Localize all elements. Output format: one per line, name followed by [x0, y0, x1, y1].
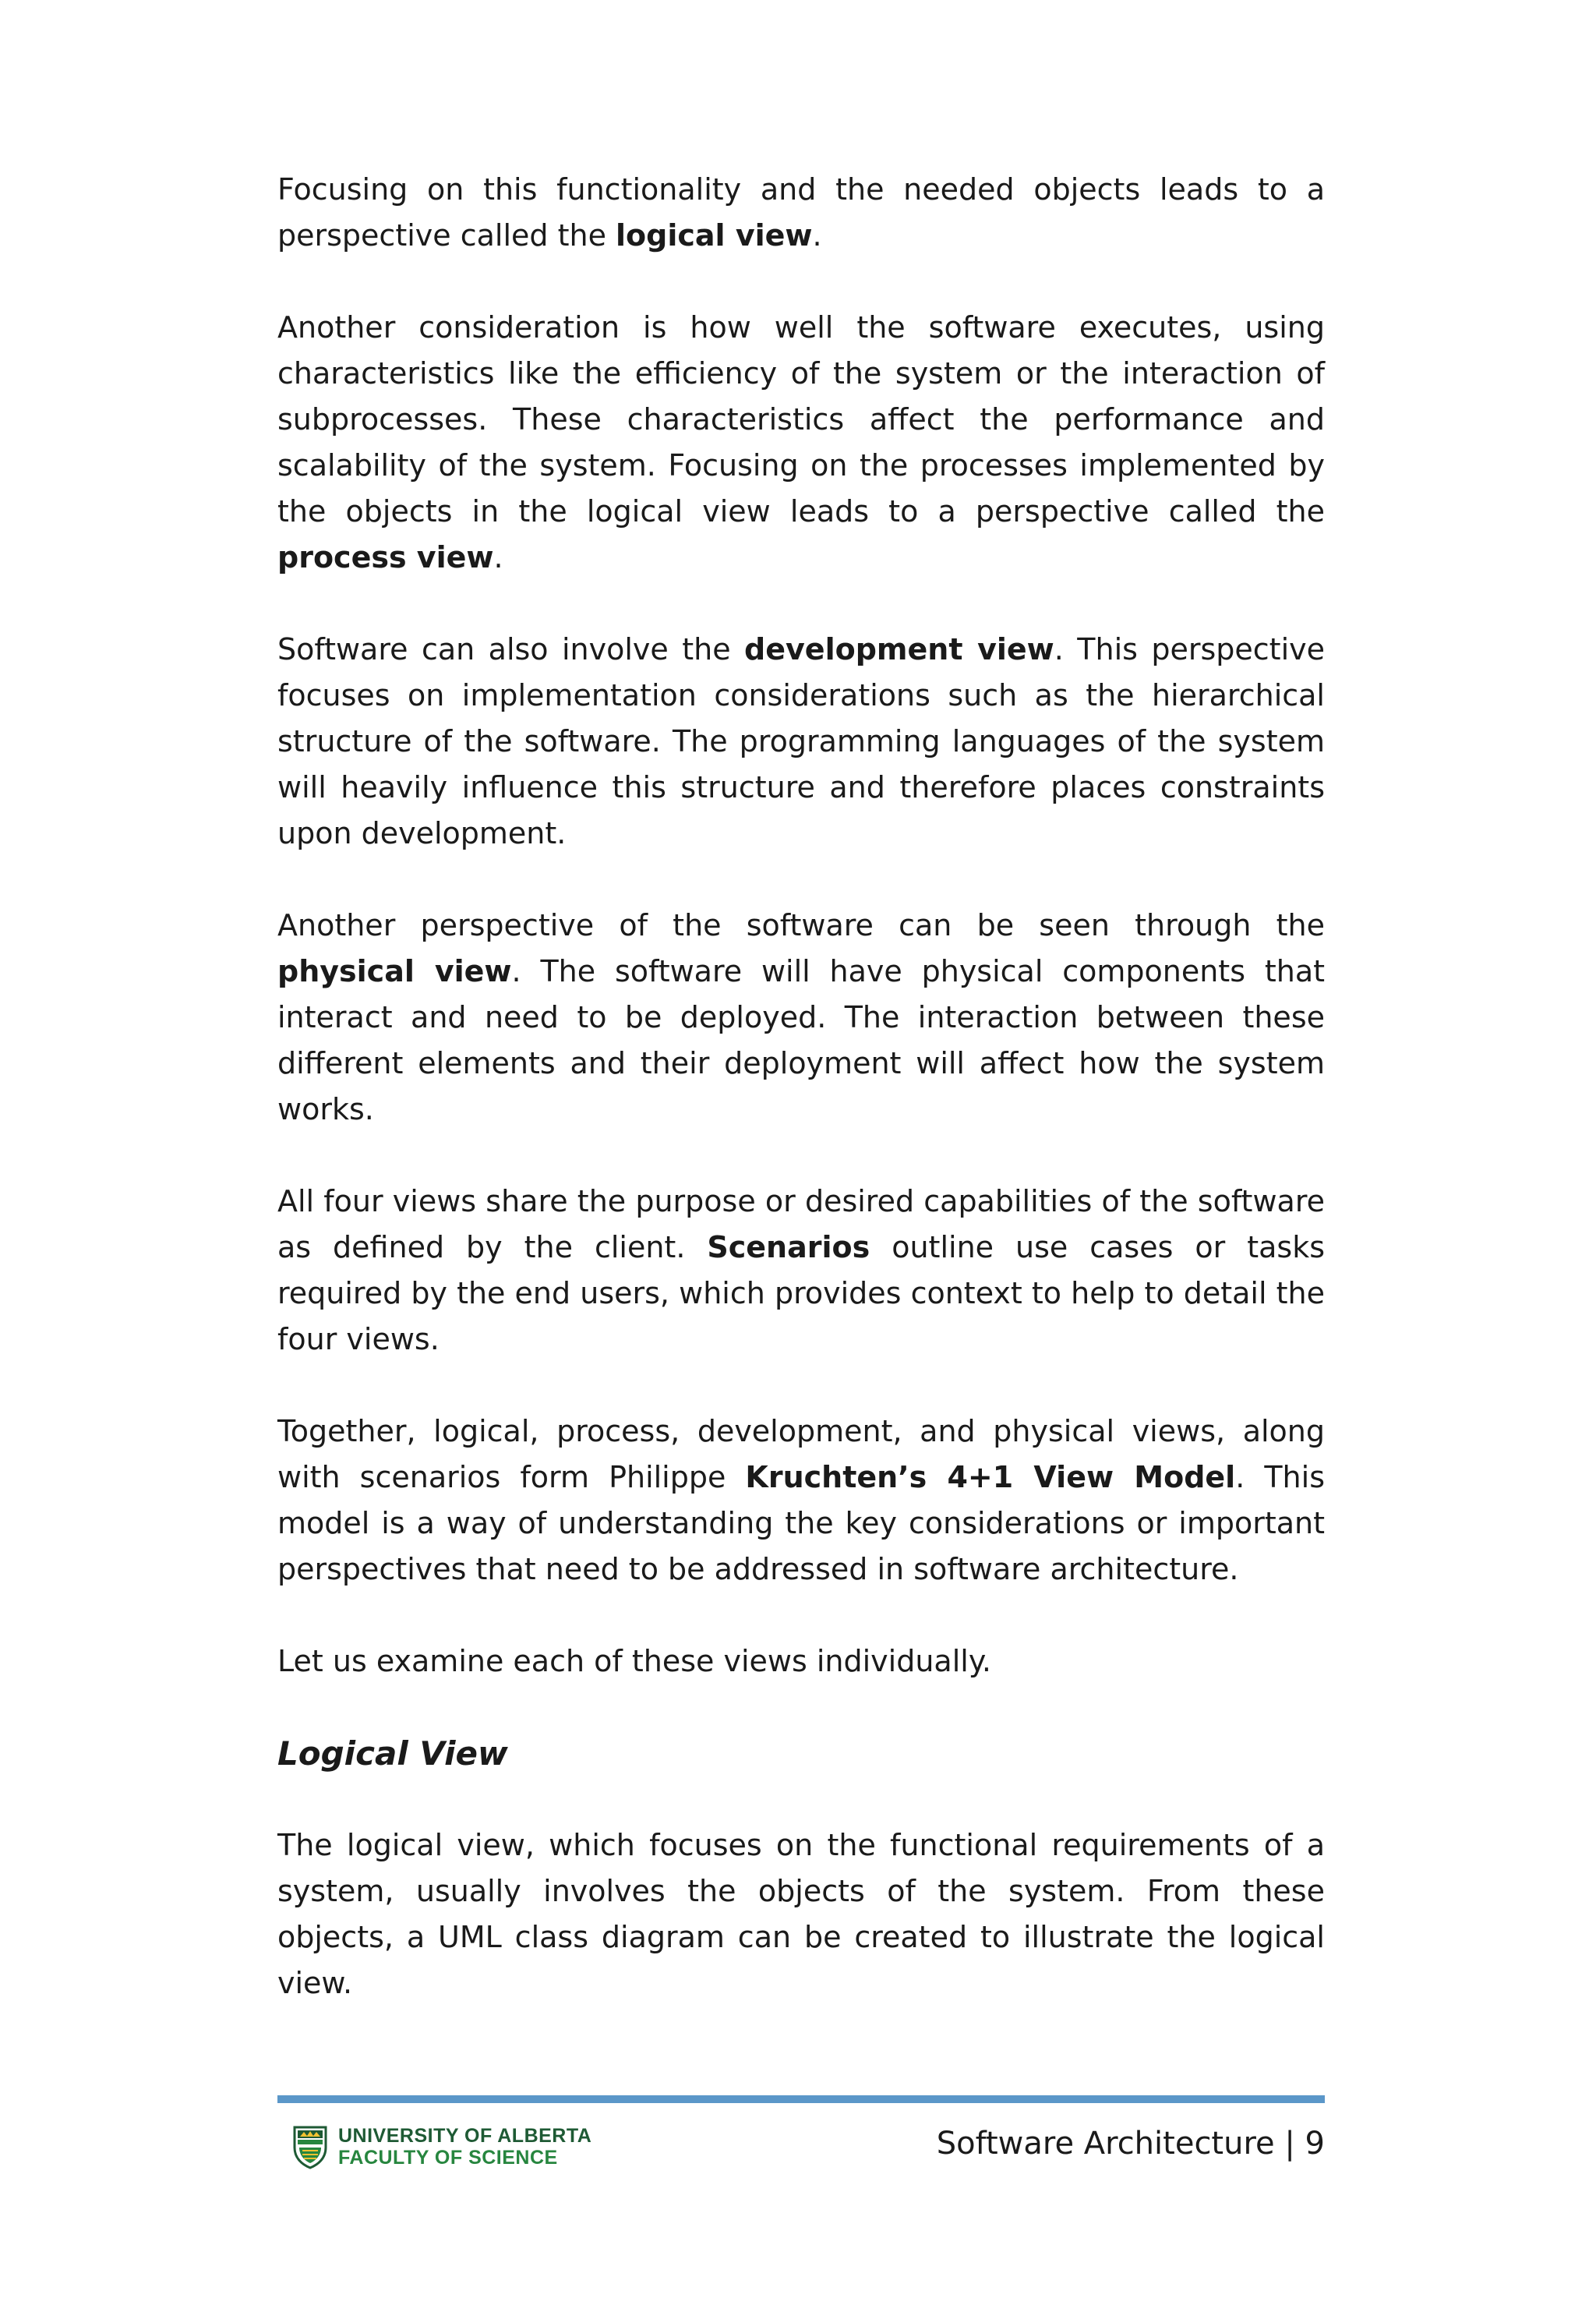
university-shield-icon	[293, 2124, 327, 2169]
key-term: physical view	[277, 954, 512, 988]
paragraph-text: Another consideration is how well the software executes, using characteristics like the efficiency of the system or the interaction of subprocesses. These characteristics affect the performance and scalability of the system. Focusing on the processes implemented by the objects in the logical view leads to a perspective called the	[277, 310, 1325, 529]
body-paragraph	[277, 1179, 1325, 1363]
paragraph-text: outline use cases or tasks required by the end users, which provides context to help to detail the four views.	[277, 1230, 1325, 1356]
key-term: Scenarios	[707, 1230, 870, 1264]
paragraph-text: .	[493, 540, 503, 574]
paragraph-text: . The software will have physical components that interact and need to be deployed. The interaction between these different elements and their deployment will affect how the system works.	[277, 954, 1326, 1126]
key-term: logical view	[616, 218, 813, 253]
university-logo	[293, 2122, 591, 2172]
logo-university-name: UNIVERSITY OF ALBERTA	[338, 2125, 592, 2147]
page-footer-label: Software Architecture | 9	[936, 2126, 1325, 2162]
key-term: development view	[744, 632, 1054, 666]
section-paragraph: The logical view, which focuses on the functional requirements of a system, usually involves the objects of the system. From these objects, a UML class diagram can be created to illustrate the logical view.	[277, 1828, 1325, 2000]
body-paragraph	[277, 305, 1325, 581]
key-term: Kruchten’s 4+1 View Model	[745, 1460, 1236, 1494]
paragraph-text: .	[812, 218, 822, 253]
paragraph-text: Let us examine each of these views individually.	[277, 1644, 991, 1678]
paragraph-text: . This perspective focuses on implementation considerations such as the hierarchical structure of the software. The programming languages of the system will heavily influence this structure and therefore places constraints upon development.	[277, 632, 1325, 850]
paragraph-text: . This model is a way of understanding the key considerations or important perspectives that need to be addressed in software architecture.	[277, 1460, 1325, 1586]
document-body	[277, 167, 1325, 2052]
body-paragraph	[277, 1409, 1325, 1593]
paragraph-text: Focusing on this functionality and the needed objects leads to a perspective called the	[277, 172, 1325, 253]
body-paragraph	[277, 627, 1325, 857]
logo-faculty-name: FACULTY OF SCIENCE	[338, 2147, 558, 2169]
body-paragraph	[277, 1639, 1325, 1685]
body-paragraph	[277, 903, 1325, 1133]
logo-text	[338, 2125, 591, 2169]
body-paragraph	[277, 167, 1325, 259]
section-heading: Logical View	[277, 1734, 508, 1773]
paragraph-list	[277, 167, 1325, 1685]
paragraph-text: Together, logical, process, development, and physical views, along with scenarios form Philippe	[277, 1414, 1325, 1494]
footer-divider	[277, 2095, 1325, 2103]
paragraph-text: Another perspective of the software can be seen through the	[277, 908, 1325, 942]
key-term: process view	[277, 540, 494, 574]
paragraph-text: Software can also involve the	[277, 632, 745, 666]
paragraph-text: All four views share the purpose or desired capabilities of the software as defined by the client.	[277, 1184, 1325, 1264]
